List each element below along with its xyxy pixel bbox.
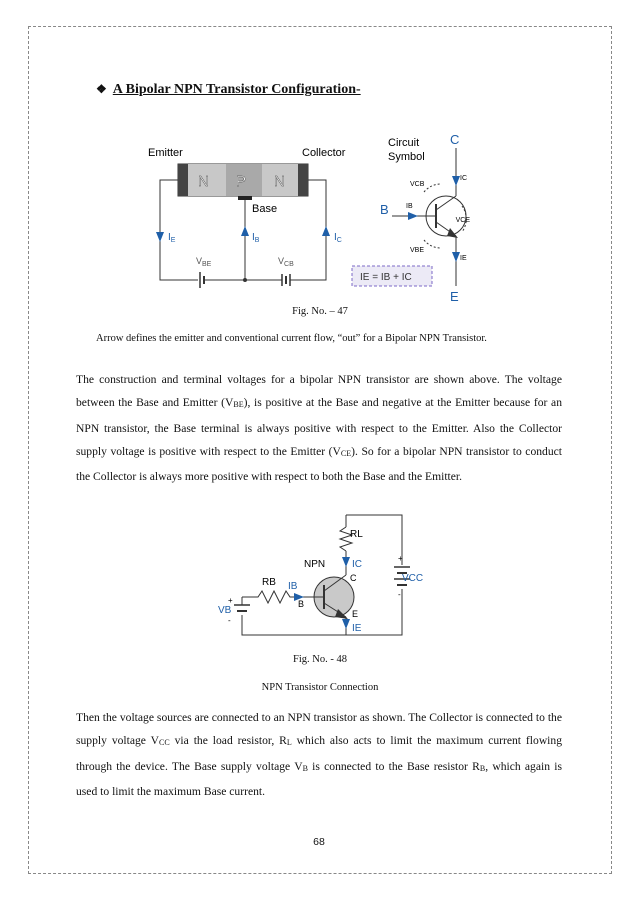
ib-label-48: IB [288,581,298,592]
vb-plus: + [228,596,233,605]
rb-label: RB [262,577,276,588]
base-label: Base [252,203,278,215]
symbol-b-label: B [380,202,389,217]
collector-label: Collector [302,147,346,159]
fig48-caption: Fig. No. - 48 [293,654,347,665]
fig47-caption: Fig. No. – 47 [292,306,348,317]
circuit-label-2: Symbol [388,151,425,163]
ic-label-48: IC [352,559,362,570]
vcc-minus: - [398,590,401,599]
ie-label: $I_E$ [168,232,176,244]
emitter-label: Emitter [148,147,183,159]
rl-label: RL [350,529,363,540]
p-label: P [236,173,247,190]
circuit-label-1: Circuit [388,137,420,149]
n2-label: N [274,173,285,190]
e-label-48: E [352,609,359,619]
heading-text: A Bipolar NPN Transistor Configuration- [112,82,361,97]
ie-label-48: IE [352,623,362,634]
equation-label: IE = IB + IC [360,272,412,283]
symbol-c-label: C [450,132,460,147]
vb-label: VB [218,605,232,616]
page-number: 68 [313,836,325,848]
symbol-vbe-label: VBE [410,247,425,254]
npn-label: NPN [304,559,326,570]
fig47-description: Arrow defines the emitter and conventional current flow, “out” for a Bipolar NPN Transistor. [96,333,487,344]
symbol-ie-label: IE [460,255,467,262]
symbol-vcb-label: VCB [410,181,425,188]
vcc-plus: + [398,554,403,563]
n1-label: N [198,173,209,190]
section-heading [96,82,361,98]
c-label-48: C [350,573,357,583]
symbol-e-label: E [450,289,459,304]
paragraph-1: The construction and terminal voltages for a bipolar NPN transistor are shown above. The voltage between the Base and Emitter (VBE), is positive at the Base and negative at the Emitter because for an NPN transistor, the Base terminal is always positive with respect to the Emitter. Also the Collector supply voltage is positive with respect to the Emitter (VCE). So for a bipolar NPN transistor to conduct the Collector is always more positive with respect to both the Base and the Emitter. [76,373,562,484]
b-label-48: B [298,599,305,609]
figure-48 [212,505,426,645]
vbe-label: $V_{BE}$ [196,256,212,268]
vb-minus: - [228,616,231,625]
fig48-title: NPN Transistor Connection [261,682,379,693]
ic-label: $I_C$ [334,232,342,244]
symbol-ib-label: IB [406,203,413,210]
vcb-label: $V_{CB}$ [278,256,294,268]
ib-label: $I_B$ [252,232,260,244]
paragraph-2: Then the voltage sources are connected to an NPN transistor as shown. The Collector is connected to the supply voltage VCC via the load resistor, RL which also acts to limit the maximum current flowing through the device. The Base supply voltage VB is connected to the Base resistor RB, which again is used to limit the maximum Base current. [76,711,563,798]
figure-47 [140,128,470,308]
diamond-bullet-icon: ❖ [96,82,107,96]
symbol-vce-label: VCE [455,217,470,224]
vcc-label: VCC [402,573,424,584]
symbol-ic-label: IC [460,175,467,182]
